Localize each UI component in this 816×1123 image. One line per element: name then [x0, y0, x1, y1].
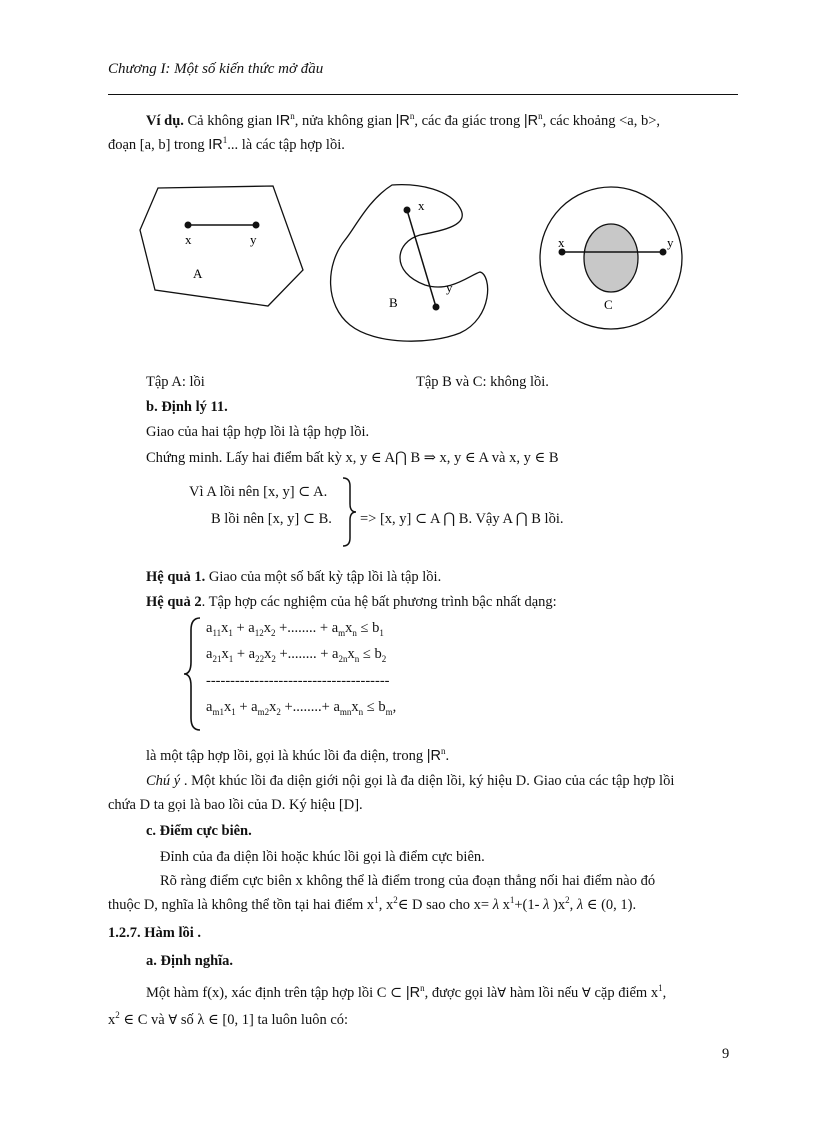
text: ∈ D sao cho x=: [397, 897, 493, 913]
proof-brace: [340, 476, 360, 548]
set-a-label-x: x: [185, 232, 192, 247]
t: x: [264, 646, 272, 662]
extreme-line-3: [108, 897, 636, 914]
sub: m2: [257, 706, 270, 717]
t: x: [269, 699, 277, 715]
corollary-1: [146, 569, 441, 586]
brace-result: => [x, y] ⊂ A ⋂ B. Vậy A ⋂ B lồi.: [360, 511, 564, 527]
caption-left: Tập A: lồi: [146, 374, 205, 390]
text: , nửa không gian: [294, 113, 396, 129]
sup: n: [538, 111, 543, 122]
set-c-point-y: [660, 249, 667, 256]
definition-line-2: [108, 1012, 348, 1029]
theorem-proof: Chứng minh. Lấy hai điểm bất kỳ x, y ∈ A⋂ B ⇒ x, y ∈ A và x, y ∈ B: [146, 450, 559, 466]
system-brace: [182, 616, 204, 732]
extreme-line-1: Đỉnh của đa diện lồi hoặc khúc lồi gọi là điểm cực biên.: [160, 849, 485, 865]
lambda: λ: [543, 897, 550, 913]
sub: 11: [212, 627, 222, 638]
reals-symbol: IR: [208, 137, 223, 153]
text: cặp điểm x: [590, 985, 659, 1001]
sup: n: [440, 746, 446, 757]
system-row-3: [206, 699, 396, 716]
sub: 2: [271, 653, 276, 664]
t: x: [221, 646, 229, 662]
text: là một tập hợp lồi, gọi là khúc lồi đa diện, trong: [146, 748, 427, 764]
t: + a: [235, 699, 258, 715]
extreme-line-2: Rõ ràng điểm cực biên x không thể là điểm trong của đoạn thẳng nối hai điểm nào đó: [160, 873, 656, 889]
set-b-segment: [407, 210, 436, 307]
sub: 2n: [338, 653, 348, 664]
t: a: [206, 646, 213, 662]
brace-line-2: B lồi nên [x, y] ⊂ B.: [211, 511, 332, 527]
definition-line-1: [146, 985, 666, 1002]
forall-symbol: ∀: [497, 986, 507, 1001]
caption-right: Tập B và C: không lồi.: [416, 374, 549, 390]
sub: m: [385, 706, 393, 717]
sub: 21: [212, 653, 222, 664]
sub: 22: [255, 653, 265, 664]
example-lead: Ví dụ.: [146, 113, 184, 129]
set-c-label: C: [604, 297, 613, 312]
t: + a: [233, 646, 256, 662]
text: +(1-: [514, 897, 544, 913]
t: a: [206, 620, 213, 636]
t: x: [345, 620, 353, 636]
note-line-2: chứa D ta gọi là bao lồi của D. Ký hiệu [D].: [108, 797, 363, 813]
brace-line-1: Vì A lồi nên [x, y] ⊂ A.: [189, 484, 328, 500]
reals-symbol: IR: [275, 113, 291, 129]
note-line-1: [146, 773, 674, 790]
set-b-label: B: [389, 295, 398, 310]
sub: 12: [254, 627, 264, 638]
t: +........+ a: [280, 699, 340, 715]
set-a-label: A: [193, 266, 203, 281]
reals-symbol: |R: [523, 113, 539, 129]
system-row-2: [206, 646, 386, 663]
t: x: [351, 699, 359, 715]
text: . Tập hợp các nghiệm của hệ bất phương trình bậc nhất dạng:: [201, 594, 557, 610]
sub: m: [338, 627, 346, 638]
t: x: [347, 646, 355, 662]
set-a-polygon: [140, 186, 303, 306]
t: ≤ b: [356, 620, 380, 636]
reals-symbol: |R: [395, 113, 410, 129]
text: số λ ∈ [0, 1] ta luôn luôn có:: [177, 1012, 349, 1028]
reals-symbol: |R: [405, 985, 421, 1001]
sub: 2: [381, 653, 387, 664]
text: , các khoảng <a, b>,: [542, 113, 661, 129]
set-b-point-x: [404, 207, 411, 214]
sup: 2: [393, 895, 398, 906]
sup: n: [409, 111, 415, 122]
text: Một hàm f(x), xác định trên tập hợp lồi C ⊂: [146, 985, 406, 1001]
text: . Một khúc lồi đa diện giới nội gọi là đa diện lồi, ký hiệu D. Giao của các tập hợp lồi: [180, 773, 675, 789]
lambda: λ: [576, 897, 584, 913]
text: Giao của một số bất kỳ tập lồi là tập lồi.: [205, 569, 442, 585]
t: +........ + a: [275, 646, 339, 662]
t: ,: [392, 699, 397, 715]
system-row-1: [206, 620, 384, 637]
set-b-label-x: x: [418, 198, 425, 213]
sub: n: [358, 706, 364, 717]
sub: mn: [339, 706, 352, 717]
text: ... là các tập hợp lồi.: [227, 137, 345, 153]
text: x: [108, 1012, 116, 1028]
set-a-point-x: [185, 222, 192, 229]
t: + a: [232, 620, 255, 636]
corollary-1-lead: Hệ quả 1.: [146, 569, 206, 585]
text: , x: [378, 897, 394, 913]
sup: 1: [658, 983, 663, 994]
sub: n: [352, 627, 357, 638]
text: Cả không gian: [183, 113, 276, 129]
t: ≤ b: [363, 699, 386, 715]
page-number: 9: [722, 1046, 730, 1062]
page-header: Chương I: Một số kiến thức mở đầu: [108, 61, 324, 77]
text: x: [499, 897, 510, 913]
section-heading: 1.2.7. Hàm lồi .: [108, 925, 202, 941]
text: hàm lồi nếu: [506, 985, 582, 1001]
sup: n: [420, 983, 425, 994]
note-lead: Chú ý: [146, 773, 181, 789]
reals-symbol: |R: [426, 748, 441, 764]
forall-symbol: ∀: [168, 1013, 178, 1028]
set-c-label-y: y: [667, 235, 674, 250]
set-b-point-y: [433, 304, 440, 311]
corollary-2: [146, 594, 557, 611]
t: x: [263, 620, 271, 636]
sub: 1: [228, 627, 233, 638]
theorem-heading: b. Định lý 11.: [146, 399, 228, 415]
definition-heading: a. Định nghĩa.: [146, 953, 234, 969]
sup: 2: [115, 1010, 120, 1021]
extreme-heading: c. Điểm cực biên.: [146, 823, 252, 839]
t: x: [223, 699, 232, 715]
set-b-label-y: y: [446, 280, 453, 295]
t: x: [221, 620, 229, 636]
text: , được gọi là: [424, 985, 498, 1001]
sup: 2: [565, 895, 570, 906]
theorem-statement: Giao của hai tập hợp lồi là tập hợp lồi.: [146, 424, 370, 440]
set-c-hole: [584, 224, 638, 292]
sub: 2: [270, 627, 276, 638]
text: .: [445, 748, 450, 764]
sub: n: [354, 653, 360, 664]
text: đoạn [a, b] trong: [108, 137, 209, 153]
sup: n: [290, 111, 295, 122]
forall-symbol: ∀: [581, 986, 591, 1001]
sup: 1: [222, 135, 228, 146]
sup: 1: [374, 895, 379, 906]
t: +........ + a: [275, 620, 339, 636]
sub: 2: [276, 706, 281, 717]
sub: 1: [228, 653, 234, 664]
corollary-2-lead: Hệ quả 2: [146, 594, 202, 610]
text: , các đa giác trong: [414, 113, 524, 129]
t: ≤ b: [359, 646, 382, 662]
system-dashes: --------------------------------------: [206, 673, 390, 689]
set-c-label-x: x: [558, 235, 565, 250]
set-a-point-y: [253, 222, 260, 229]
sub: m1: [212, 706, 224, 717]
set-a-label-y: y: [250, 232, 257, 247]
sub: 1: [231, 706, 236, 717]
text: ,: [662, 985, 667, 1001]
sup: 1: [509, 895, 515, 906]
after-system: [146, 748, 449, 765]
lambda: λ: [492, 897, 499, 913]
t: a: [206, 699, 213, 715]
text: thuộc D, nghĩa là không thể tồn tại hai điểm x: [108, 897, 375, 913]
text: ,: [569, 897, 577, 913]
convexity-figure: [0, 0, 816, 400]
sub: 1: [379, 627, 384, 638]
text: )x: [549, 897, 566, 913]
text: ∈ C và: [119, 1012, 169, 1028]
text: ∈ (0, 1).: [583, 897, 637, 913]
